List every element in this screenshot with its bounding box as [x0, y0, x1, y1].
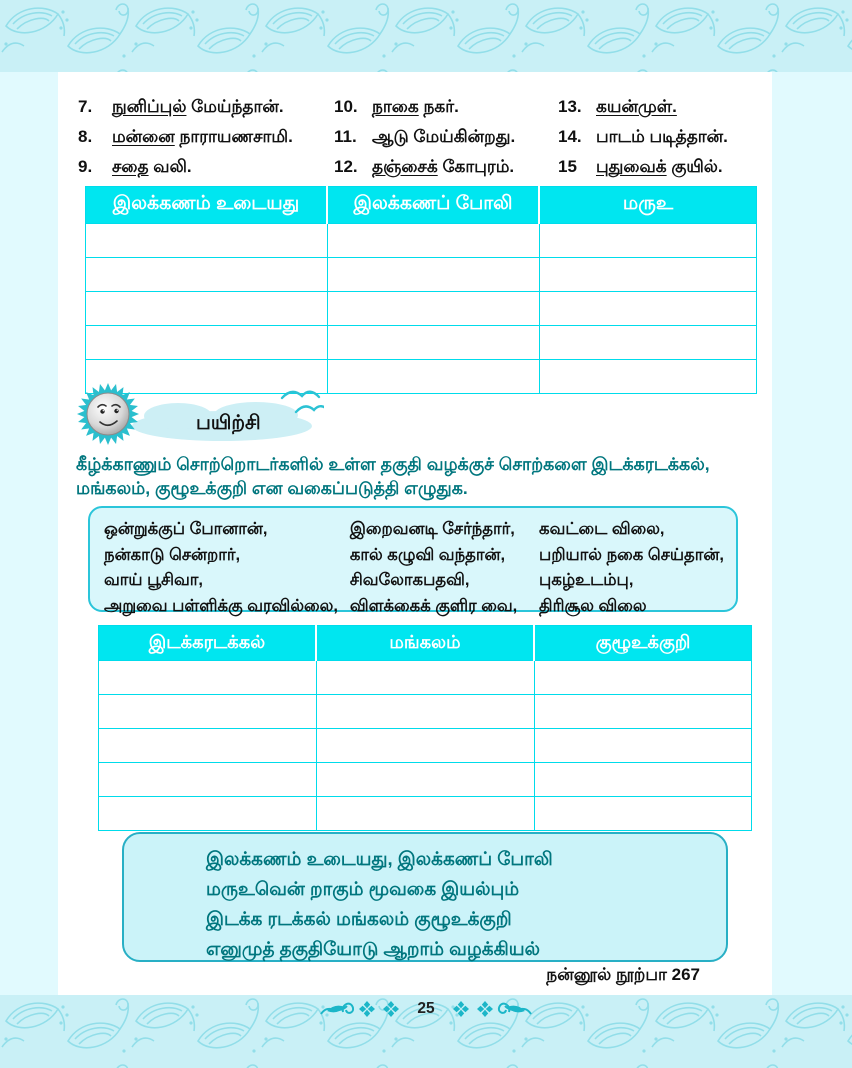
page-content [58, 72, 772, 995]
phrase: கவட்டை விலை, [539, 520, 665, 538]
phrase: இறைவனடி சேர்ந்தார், [349, 520, 515, 538]
empty-cell [316, 661, 534, 695]
empty-cell [99, 763, 317, 797]
underlined-word: தஞ்சைக் [372, 157, 438, 176]
empty-cell [539, 360, 757, 394]
footer-flourish-right-icon [447, 998, 533, 1020]
item-number: 14. [558, 127, 582, 146]
phrase: சிவலோகபதவி, [349, 571, 470, 589]
empty-cell [99, 797, 317, 831]
phrase: கால் கழுவி வந்தான், [349, 545, 506, 564]
column-header: இடக்கரடக்கல் [99, 626, 317, 661]
list-item [558, 152, 768, 182]
grammar-verse-box [122, 832, 728, 984]
empty-cell [327, 326, 539, 360]
empty-cell [316, 695, 534, 729]
empty-cell [539, 326, 757, 360]
sentence-column-3 [558, 92, 768, 182]
table-row [86, 258, 757, 292]
table-row [99, 763, 752, 797]
table-row [99, 729, 752, 763]
numbered-sentence-list [78, 92, 768, 182]
empty-cell [539, 224, 757, 258]
empty-cell [99, 661, 317, 695]
classification-table-1 [85, 186, 757, 394]
empty-cell [534, 797, 752, 831]
empty-cell [86, 292, 328, 326]
verse-line: இலக்கணம் உடையது, இலக்கணப் போலி [206, 848, 553, 869]
column-header: மருஉ [539, 187, 757, 224]
empty-cell [99, 695, 317, 729]
footer-flourish-left-icon [319, 998, 405, 1020]
phrase: வாய் பூசிவா, [104, 571, 204, 589]
sentence-column-2 [334, 92, 558, 182]
page-footer [0, 998, 852, 1020]
verse-line: மருஉவென் றாகும் மூவகை இயல்பும் [206, 878, 520, 899]
empty-cell [327, 224, 539, 258]
empty-cell [539, 292, 757, 326]
item-text: மேய்ந்தான். [186, 97, 284, 116]
phrase: நன்காடு சென்றார், [104, 545, 241, 564]
item-text: பாடம் படித்தான். [596, 127, 728, 146]
phrase: திரிசூல விலை [539, 596, 647, 615]
verse-line: எனுமுத் தகுதியோடு ஆறாம் வழக்கியல் [206, 938, 540, 959]
empty-cell [327, 258, 539, 292]
table-header-row [99, 626, 752, 661]
list-item [78, 92, 334, 122]
verse-line: இடக்க ரடக்கல் மங்கலம் குழூஉக்குறி [206, 908, 512, 929]
list-item [78, 122, 334, 152]
empty-cell [316, 763, 534, 797]
empty-cell [539, 258, 757, 292]
exercise-badge [74, 382, 324, 450]
page-margin-right [772, 72, 852, 995]
empty-cell [86, 224, 328, 258]
phrase: ஒன்றுக்குப் போனான், [104, 520, 268, 538]
decorative-border-bottom [0, 995, 852, 1068]
column-header: மங்கலம் [316, 626, 534, 661]
empty-cell [316, 729, 534, 763]
list-item [334, 92, 558, 122]
item-text: ஆடு மேய்கின்றது. [372, 127, 516, 146]
item-number: 9. [78, 157, 93, 176]
item-text: குயில். [666, 157, 723, 176]
phrase-column-2 [349, 517, 539, 615]
empty-cell [316, 797, 534, 831]
list-item [334, 152, 558, 182]
table-header-row [86, 187, 757, 224]
decorative-border-top [0, 0, 852, 73]
item-number: 15 [558, 157, 577, 176]
item-number: 10. [334, 97, 358, 116]
list-item [334, 122, 558, 152]
underlined-word: கயன்முள். [596, 97, 677, 116]
empty-cell [86, 258, 328, 292]
column-header: குழூஉக்குறி [534, 626, 752, 661]
empty-cell [534, 661, 752, 695]
table-row [86, 326, 757, 360]
column-header: இலக்கணப் போலி [327, 187, 539, 224]
item-text: நாராயணசாமி. [174, 127, 293, 146]
item-number: 12. [334, 157, 358, 176]
exercise-instruction: கீழ்க்காணும் சொற்றொடர்களில் உள்ள தகுதி வழக்குச் சொற்களை இடக்கரடக்கல், மங்கலம், குழூஉக்குறி என வகைப்படுத்தி எழுதுக. [76, 454, 710, 498]
item-text: நகர். [418, 97, 459, 116]
table-row [86, 224, 757, 258]
item-number: 8. [78, 127, 93, 146]
page-number: 25 [417, 1000, 435, 1017]
empty-cell [534, 729, 752, 763]
table-row [99, 797, 752, 831]
classification-table-2 [98, 625, 752, 831]
column-header: இலக்கணம் உடையது [86, 187, 328, 224]
table-row [99, 661, 752, 695]
empty-cell [534, 763, 752, 797]
item-text: கோபுரம். [437, 157, 515, 176]
table-row [99, 695, 752, 729]
leaf-vine-pattern-top [0, 0, 852, 73]
phrase-word-box [88, 506, 738, 615]
list-item [78, 152, 334, 182]
empty-cell [99, 729, 317, 763]
underlined-word: நாகை [372, 97, 419, 116]
item-number: 11. [334, 127, 357, 146]
underlined-word: நுனிப்புல் [112, 97, 187, 116]
empty-cell [534, 695, 752, 729]
item-number: 13. [558, 97, 582, 116]
underlined-word: சதை [112, 157, 149, 176]
phrase: விளக்கைக் குளிர வை, [349, 596, 518, 615]
phrase: பறியால் நகை செய்தான், [539, 545, 724, 564]
empty-cell [327, 292, 539, 326]
empty-cell [86, 326, 328, 360]
underlined-word: மன்னை [112, 127, 175, 146]
phrase: புகழ்உடம்பு, [539, 571, 634, 589]
verse-source-citation: நன்னூல் நூற்பா 267 [546, 965, 700, 984]
page-margin-left [0, 72, 58, 995]
phrase-column-1 [104, 517, 350, 615]
item-text: வலி. [148, 157, 192, 176]
item-number: 7. [78, 97, 93, 116]
phrase-column-3 [539, 517, 724, 615]
list-item [558, 92, 768, 122]
empty-cell [327, 360, 539, 394]
underlined-word: புதுவைக் [596, 157, 667, 176]
table-row [86, 292, 757, 326]
exercise-badge-label: பயிற்சி [196, 412, 261, 434]
sentence-column-1 [78, 92, 334, 182]
phrase: அறுவை பள்ளிக்கு வரவில்லை, [104, 596, 338, 615]
list-item [558, 122, 768, 152]
